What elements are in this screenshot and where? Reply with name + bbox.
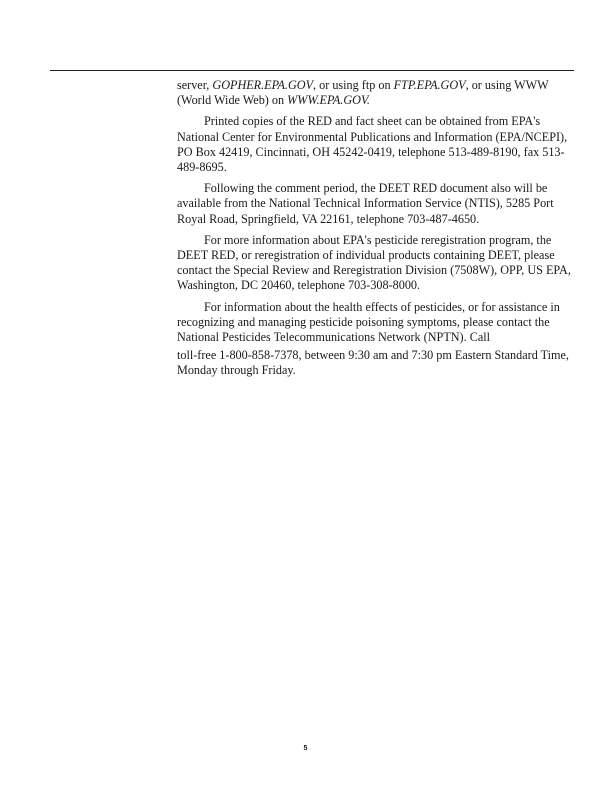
- header-rule: [50, 70, 574, 71]
- paragraph-toll-free: toll-free 1-800-858-7378, between 9:30 am and 7:30 pm Eastern Standard Time, Monday through Friday.: [177, 348, 569, 378]
- paragraph-ntis: Following the comment period, the DEET RED document also will be available from the National Technical Information Service (NTIS), 5285 Port Royal Road, Springfield, VA 22161, telephone 703-487-4650.: [177, 181, 554, 226]
- paragraph-reregistration-contact: For more information about EPA's pesticide reregistration program, the DEET RED, or reregistration of individual products containing DEET, please contact the Special Review and Reregistration Division (7508W), OPP, US EPA, Washington, DC 20460, telephone 703-308-8000.: [177, 232, 571, 293]
- paragraph-printed-copies: Printed copies of the RED and fact sheet can be obtained from EPA's National Center for Environmental Publications and Information (EPA/NCEPI), PO Box 42419, Cincinnati, OH 45242-0419, telephone 513-489-8190, fax 513-489-8695.: [177, 114, 568, 175]
- paragraph-continued-server: server, GOPHER.EPA.GOV, or using ftp on FTP.EPA.GOV, or using WWW (World Wide Web) on WWW.EPA.GOV.: [177, 78, 549, 108]
- paragraph-health-effects: For information about the health effects of pesticides, or for assistance in recognizing and managing pesticide poisoning symptoms, please contact the National Pesticides Telecommunications Network (NPTN). Call: [177, 299, 560, 345]
- document-body: [177, 78, 575, 385]
- page-number: 5: [303, 745, 308, 752]
